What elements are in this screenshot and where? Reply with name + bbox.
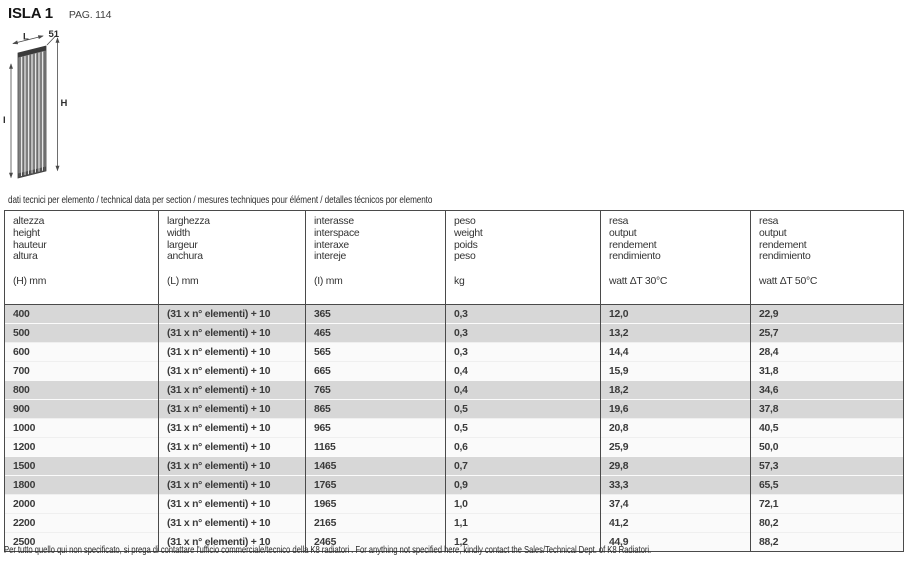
cell-output-dt50: 80,2 [751,514,904,533]
cell-height: 2000 [5,495,159,514]
cell-height: 600 [5,343,159,362]
cell-height: 900 [5,400,159,419]
cell-width-formula: (31 x n° elementi) + 10 [159,362,306,381]
table-row [5,438,904,457]
table-row [5,305,904,324]
column-header-languages: larghezza width largeur anchura [167,216,210,263]
cell-height: 1500 [5,457,159,476]
column-header-unit: kg [454,276,465,288]
cell-output-dt50: 28,4 [751,343,904,362]
table-row [5,495,904,514]
cell-output-dt30: 15,9 [601,362,751,381]
cell-width-formula: (31 x n° elementi) + 10 [159,381,306,400]
cell-output-dt30: 41,2 [601,514,751,533]
cell-weight: 0,5 [446,400,601,419]
cell-output-dt50: 34,6 [751,381,904,400]
technical-data-table [4,210,904,552]
table-row [5,419,904,438]
cell-interaxis: 465 [306,324,446,343]
column-header-languages: interasse interspace interaxe intereje [314,216,360,263]
cell-output-dt50: 65,5 [751,476,904,495]
table-row [5,457,904,476]
cell-interaxis: 765 [306,381,446,400]
cell-weight: 0,6 [446,438,601,457]
table-row [5,381,904,400]
column-header-unit: (H) mm [13,276,47,288]
column-header-languages: resa output rendement rendimiento [609,216,661,263]
cell-interaxis: 1765 [306,476,446,495]
cell-output-dt30: 25,9 [601,438,751,457]
title-row [8,5,111,22]
cell-width-formula: (31 x n° elementi) + 10 [159,476,306,495]
cell-interaxis: 2465 [306,533,446,552]
cell-output-dt30: 18,2 [601,381,751,400]
cell-weight: 1,1 [446,514,601,533]
column-header [601,211,751,305]
table-row [5,476,904,495]
cell-interaxis: 1165 [306,438,446,457]
table-row [5,362,904,381]
cell-interaxis: 565 [306,343,446,362]
cell-height: 1800 [5,476,159,495]
cell-output-dt50: 22,9 [751,305,904,324]
cell-output-dt50: 40,5 [751,419,904,438]
interaxis-dimension-label: I [3,115,6,126]
cell-height: 700 [5,362,159,381]
table-row [5,324,904,343]
cell-output-dt50: 50,0 [751,438,904,457]
column-header-languages: peso weight poids peso [454,216,483,263]
radiator-diagram [2,30,102,188]
cell-width-formula: (31 x n° elementi) + 10 [159,533,306,552]
page-title: ISLA 1 [8,5,53,22]
height-dimension [58,38,68,171]
cell-output-dt50: 25,7 [751,324,904,343]
column-header-unit: watt ΔT 30°C [609,276,668,288]
cell-width-formula: (31 x n° elementi) + 10 [159,419,306,438]
cell-output-dt50: 57,3 [751,457,904,476]
cell-interaxis: 865 [306,400,446,419]
cell-output-dt50: 31,8 [751,362,904,381]
cell-output-dt30: 37,4 [601,495,751,514]
cell-width-formula: (31 x n° elementi) + 10 [159,514,306,533]
cell-output-dt50: 72,1 [751,495,904,514]
cell-height: 2200 [5,514,159,533]
cell-width-formula: (31 x n° elementi) + 10 [159,457,306,476]
cell-height: 2500 [5,533,159,552]
column-header-languages: resa output rendement rendimiento [759,216,811,263]
cell-output-dt30: 12,0 [601,305,751,324]
table-row [5,400,904,419]
cell-height: 1200 [5,438,159,457]
cell-interaxis: 965 [306,419,446,438]
cell-output-dt30: 14,4 [601,343,751,362]
cell-width-formula: (31 x n° elementi) + 10 [159,343,306,362]
column-header [306,211,446,305]
cell-interaxis: 1465 [306,457,446,476]
table-row [5,514,904,533]
cell-output-dt50: 37,8 [751,400,904,419]
cell-weight: 1,2 [446,533,601,552]
cell-output-dt30: 33,3 [601,476,751,495]
cell-weight: 0,7 [446,457,601,476]
cell-output-dt50: 88,2 [751,533,904,552]
cell-height: 500 [5,324,159,343]
cell-height: 1000 [5,419,159,438]
cell-weight: 0,4 [446,362,601,381]
column-header-unit: watt ΔT 50°C [759,276,818,288]
table-row [5,343,904,362]
width-dimension-label: L [23,31,29,43]
cell-weight: 0,5 [446,419,601,438]
depth-dimension-label: 51 [48,30,60,40]
cell-output-dt30: 13,2 [601,324,751,343]
cell-output-dt30: 19,6 [601,400,751,419]
cell-interaxis: 665 [306,362,446,381]
column-header-unit: (I) mm [314,276,343,288]
column-header [751,211,904,305]
cell-width-formula: (31 x n° elementi) + 10 [159,495,306,514]
width-dimension [13,32,43,44]
cell-weight: 0,3 [446,305,601,324]
cell-interaxis: 365 [306,305,446,324]
cell-width-formula: (31 x n° elementi) + 10 [159,400,306,419]
footer-note: Per tutto quello qui non specificato, si prega di contattare l'ufficio commerciale/tecnico della K8 radiatori . For anything not specified here, kindly contact the Sales/Technical Dept. of K8 Radiatori. [4,545,652,556]
column-header [159,211,306,305]
table-body [5,305,904,552]
cell-weight: 1,0 [446,495,601,514]
cell-width-formula: (31 x n° elementi) + 10 [159,305,306,324]
cell-height: 400 [5,305,159,324]
cell-output-dt30: 44,9 [601,533,751,552]
table-header-row [5,211,904,305]
cell-height: 800 [5,381,159,400]
cell-weight: 0,3 [446,343,601,362]
column-header [5,211,159,305]
cell-output-dt30: 20,8 [601,419,751,438]
column-header-languages: altezza height hauteur altura [13,216,47,263]
cell-weight: 0,9 [446,476,601,495]
table-caption: dati tecnici per elemento / technical data per section / mesures techniques pour élément / detalles técnicos por elemento [8,195,433,206]
cell-width-formula: (31 x n° elementi) + 10 [159,324,306,343]
column-header-unit: (L) mm [167,276,199,288]
cell-weight: 0,3 [446,324,601,343]
column-header [446,211,601,305]
height-dimension-label: H [60,98,68,109]
interaxis-dimension [3,64,11,178]
cell-output-dt30: 29,8 [601,457,751,476]
page-reference: PAG. 114 [68,9,112,21]
cell-interaxis: 2165 [306,514,446,533]
cell-weight: 0,4 [446,381,601,400]
cell-width-formula: (31 x n° elementi) + 10 [159,438,306,457]
cell-interaxis: 1965 [306,495,446,514]
radiator-body-illustration [18,46,46,178]
